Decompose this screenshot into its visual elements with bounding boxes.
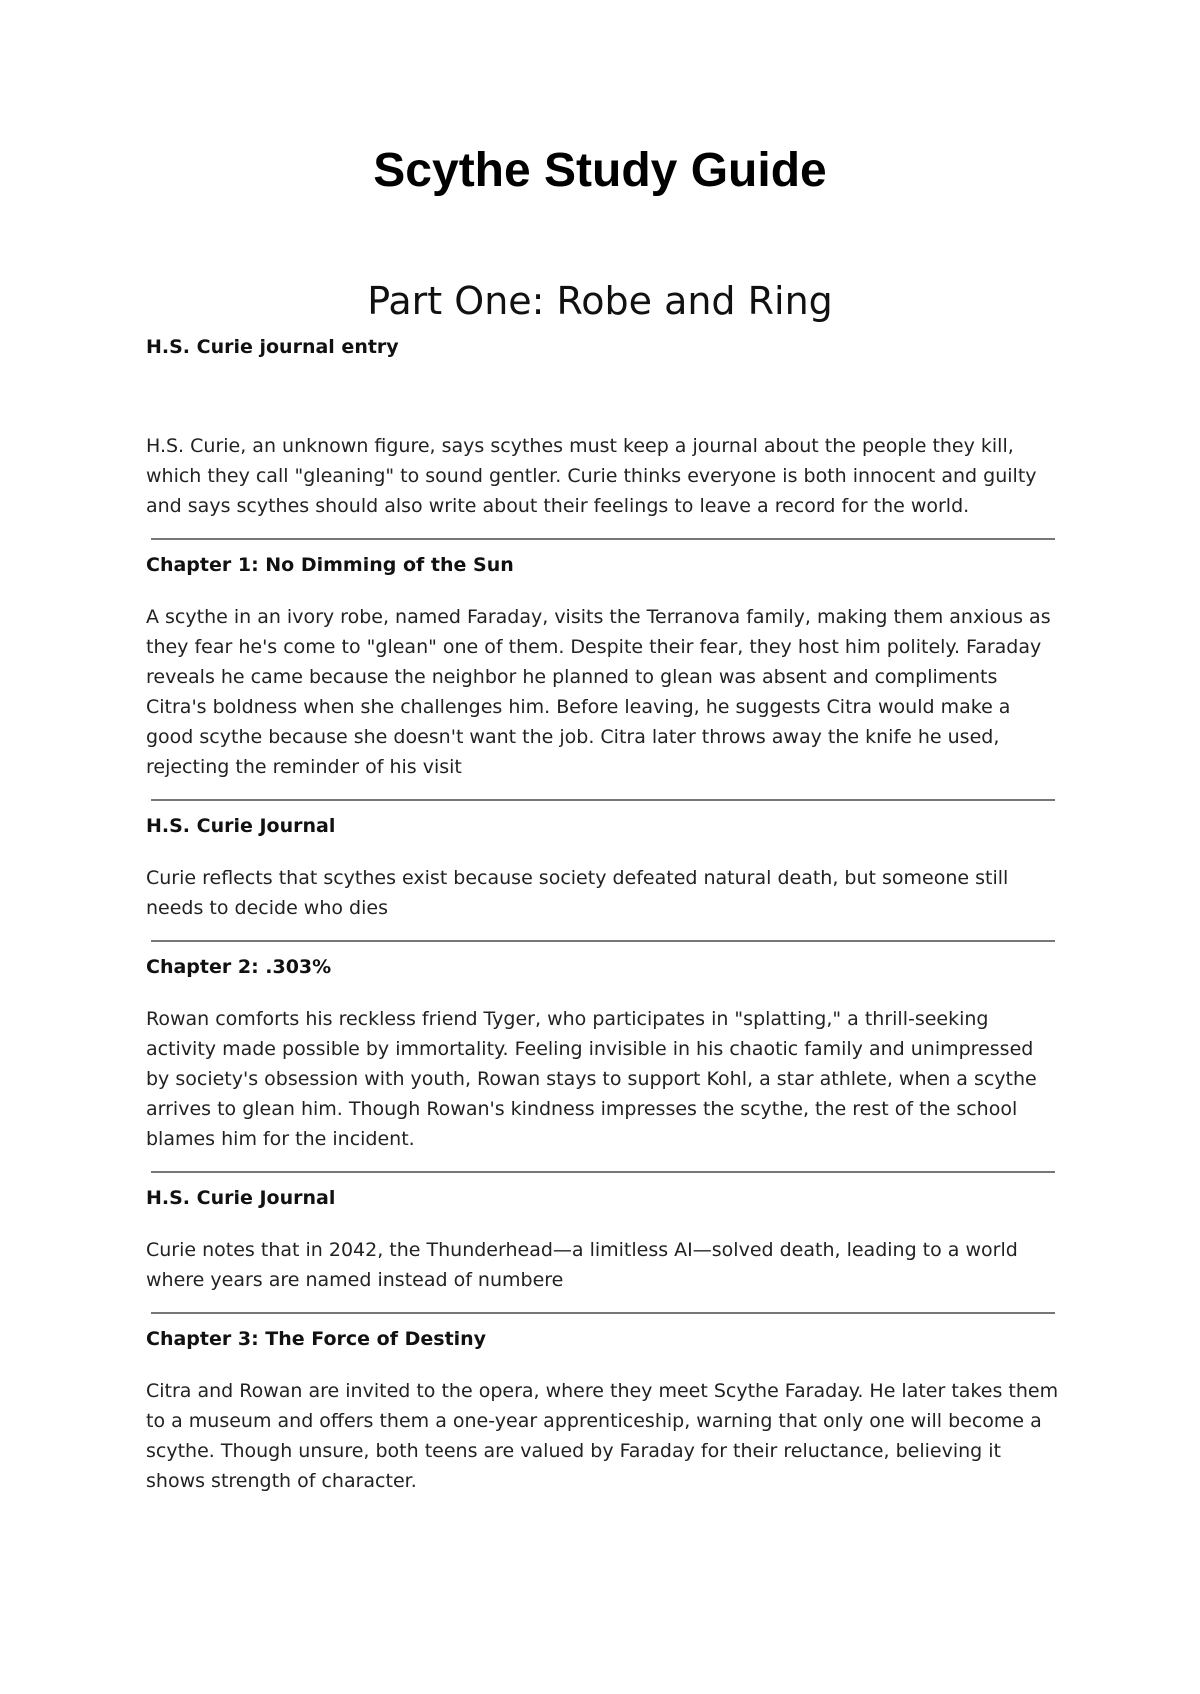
section-text: H.S. Curie, an unknown figure, says scythes must keep a journal about the people they kill, which they call "gleaning" to sound gentler. Curie thinks everyone is both innocent and guilty and says scythes should also write about their feelings to leave a record for the world.	[146, 435, 1037, 517]
part-title: Part One: Robe and Ring	[367, 279, 833, 323]
section-divider	[151, 1171, 1055, 1173]
section-heading: H.S. Curie Journal	[146, 1187, 336, 1209]
section-text: A scythe in an ivory robe, named Faraday, visits the Terranova family, making them anxious as they fear he's come to "glean" one of them. Despite their fear, they host him politely. Faraday reveals he came because the neighbor he planned to glean was absent and compliments Citra's boldness when she challenges him. Before leaving, he suggests Citra would make a good scythe because she doesn't want the job. Citra later throws away the knife he used, rejecting the reminder of his visit	[146, 606, 1051, 778]
section-curie-journal-2	[146, 1185, 1060, 1295]
section-divider	[151, 1312, 1055, 1314]
document-body	[146, 334, 1060, 1496]
document-title: Scythe Study Guide	[373, 144, 827, 197]
section-text: Curie notes that in 2042, the Thunderhead—a limitless AI—solved death, leading to a world where years are named instead of numbere	[146, 1239, 1018, 1291]
section-text: Rowan comforts his reckless friend Tyger, who participates in "splatting," a thrill-seeking activity made possible by immortality. Feeling invisible in his chaotic family and unimpressed by society's obsession with youth, Rowan stays to support Kohl, a star athlete, when a scythe arrives to glean him. Though Rowan's kindness impresses the scythe, the rest of the school blames him for the incident.	[146, 1008, 1037, 1150]
section-divider	[151, 538, 1055, 540]
section-chapter-2	[146, 954, 1060, 1154]
section-heading: H.S. Curie Journal	[146, 815, 336, 837]
section-divider	[151, 799, 1055, 801]
section-heading: Chapter 3: The Force of Destiny	[146, 1328, 487, 1350]
section-heading: Chapter 1: No Dimming of the Sun	[146, 554, 514, 576]
section-heading: H.S. Curie journal entry	[146, 336, 399, 358]
section-curie-journal-1	[146, 813, 1060, 923]
section-chapter-3	[146, 1326, 1060, 1496]
section-chapter-1	[146, 552, 1060, 782]
section-heading: Chapter 2: .303%	[146, 956, 332, 978]
section-divider	[151, 940, 1055, 942]
section-curie-journal-entry	[146, 334, 1060, 521]
section-text: Citra and Rowan are invited to the opera, where they meet Scythe Faraday. He later takes them to a museum and offers them a one-year apprenticeship, warning that only one will become a scythe. Though unsure, both teens are valued by Faraday for their reluctance, believing it shows strength of character.	[146, 1380, 1059, 1492]
section-text: Curie reflects that scythes exist because society defeated natural death, but someone still needs to decide who dies	[146, 867, 1009, 919]
